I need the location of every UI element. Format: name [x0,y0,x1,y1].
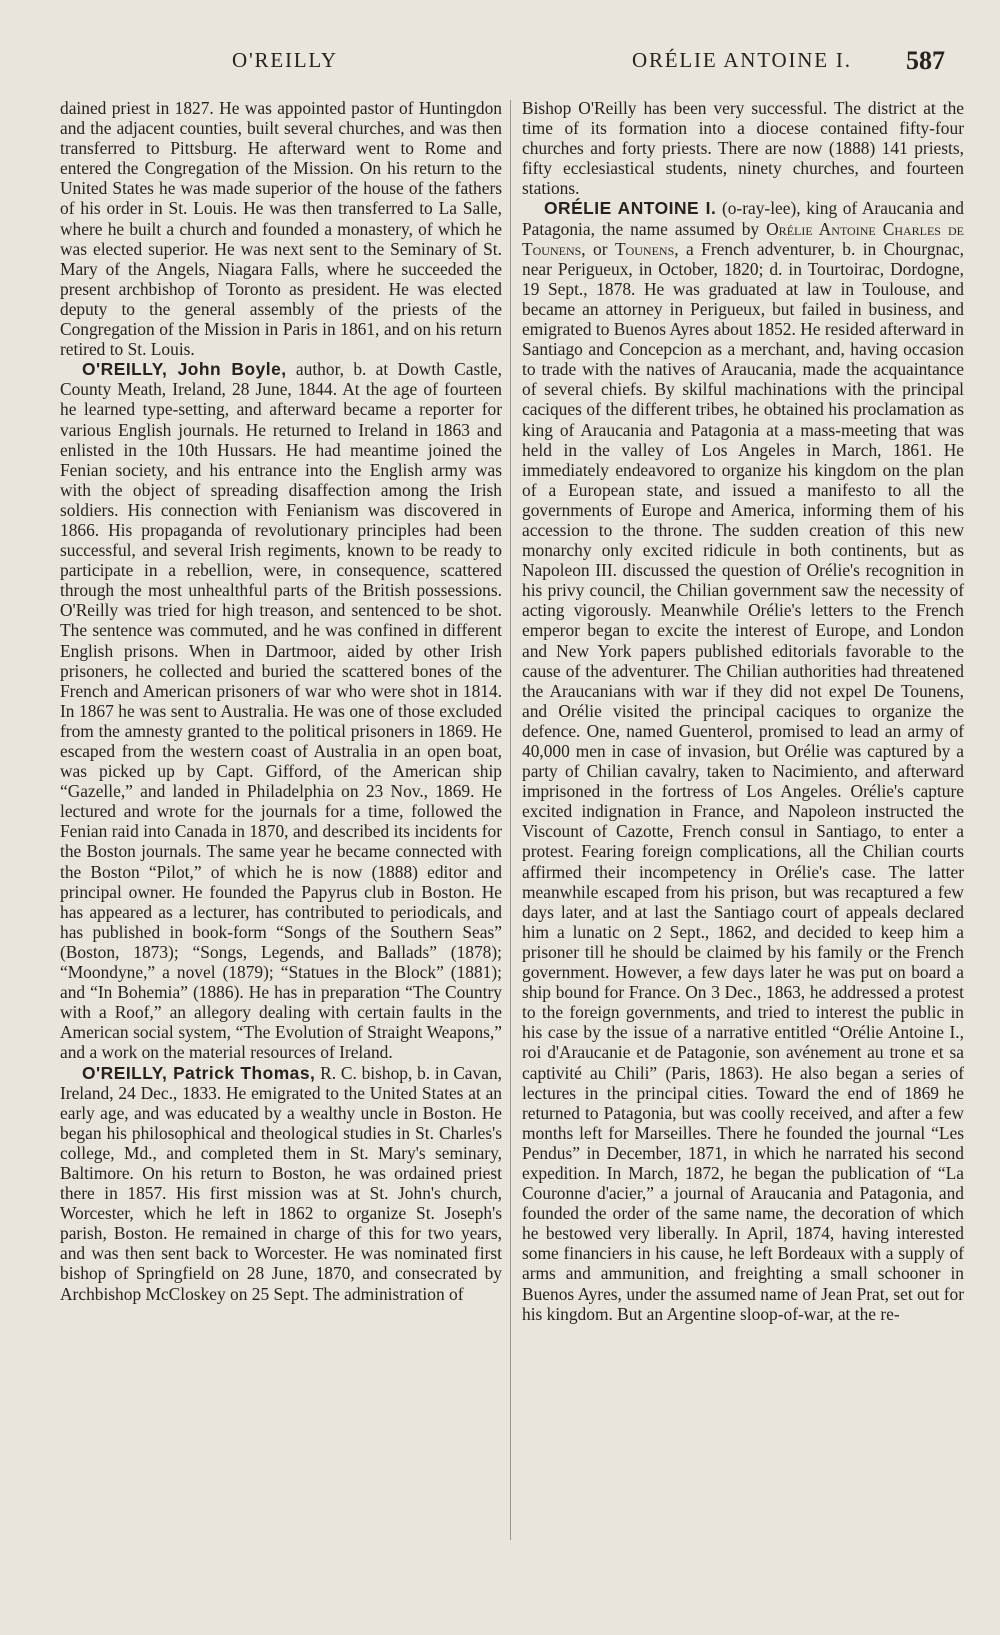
entry-alt-name: Tounens [614,238,675,259]
left-column [60,98,502,1304]
entry-body: author, b. at Dowth Castle, County Meath, Ireland, 28 June, 1844. At the age of fourteen he learned type-setting, and afterward became a reporter for various English journals. He returned to Ireland in 1863 and enlisted in the 10th Hussars. He had meantime joined the Fenian society, and his entrance into the English army was with the object of spreading disaffection among the Irish soldiers. His connection with Fenianism was discovered in 1866. His propaganda of revolutionary principles had been successful, and several Irish regiments, known to be ready to participate in a rebellion, were, in consequence, scattered through the most unhealthful parts of the British possessions. O'Reilly was tried for high treason, and sentenced to be shot. The sentence was commuted, and he was confined in different English prisons. When in Dartmoor, aided by other Irish prisoners, he collected and buried the scattered bones of the French and American prisoners of war who were shot in 1814. In 1867 he was sent to Australia. He was one of those excluded from the amnesty granted to the political prisoners in 1869. He escaped from the western coast of Australia in an open boat, was picked up by Capt. Gifford, of the American ship “Gazelle,” and landed in Philadelphia on 23 Nov., 1869. He lectured and wrote for the journals for a time, followed the Fenian raid into Canada in 1870, and described its incidents for the Boston journals. The same year he became connected with the Boston “Pilot,” of which he is now (1888) editor and principal owner. He founded the Papyrus club in Boston. He has appeared as a lecturer, has contributed to periodicals, and has published in book-form “Songs of the Southern Seas” (Boston, 1873); “Songs, Legends, and Ballads” (1878); “Moondyne,” a novel (1879); “Statues in the Block” (1881); and “In Bohemia” (1886). He has in preparation “The Country with a Roof,” an allegory dealing with certain faults in the American social system, “The Evolution of Straight Weapons,” and a work on the material resources of Ireland. [60,359,502,1063]
running-head [0,46,1000,76]
entry-body-intro: (o-ray-lee), king of Araucania and Patagonia, the name assumed by [522,198,964,239]
right-column [522,98,964,1324]
page-number: 587 [906,46,945,75]
entry-body: , a French adventurer, b. in Chourgnac, near Perigueux, in October, 1820; d. in Tourtoirac, Dordogne, 19 Sept., 1878. He was graduated at law in Toulouse, and became an attorney in Perigueux, but failed in business, and emigrated to Buenos Ayres about 1852. He resided afterward in Santiago and Concepcion as a merchant, and, having occasion to trade with the natives of Araucania, made the acquaintance of several chiefs. By skilful machinations with the principal caciques of the different tribes, he obtained his proclamation as king of Araucania and Patagonia at a mass-meeting that was held in the valley of Los Angeles in March, 1861. He immediately endeavored to organize his kingdom on the plan of a European state, and issued a manifesto to all the governments of Europe and America, informing them of his accession to the throne. The sudden creation of this new monarchy only excited ridicule in both continents, but as Napoleon III. discussed the question of Orélie's recognition in his privy council, the Chilian government saw the necessity of acting vigorously. Meanwhile Orélie's letters to the French emperor began to excite the interest of Europe, and London and New York papers published editorials favorable to the cause of the adventurer. The Chilian authorities had threatened the Araucanians with war if they did not expel De Tounens, and Orélie visited the principal caciques to organize the defence. One, named Guenterol, promised to lead an army of 40,000 men in case of invasion, but Orélie was captured by a party of Chilian cavalry, taken to Nacimiento, and afterward imprisoned in the fortress of Los Angeles. Orélie's capture excited indignation in France, and Napoleon instructed the Viscount of Cazotte, French consul in Santiago, to enter a protest. Fearing foreign complications, all the Chilian courts affirmed their incompetency in Orélie's case. The latter meanwhile escaped from his prison, but was recaptured a few days later, and at last the Santiago court of appeals declared him a lunatic on 2 Sept., 1862, and decided to keep him a prisoner till he should be claimed by his family or the French government. However, a few days later he was put on board a ship bound for France. On 3 Dec., 1863, he addressed a protest to the foreign governments, and tried to interest the public in his case by the issue of a narrative entitled “Orélie Antoine I., roi d'Araucanie et de Patagonie, son avénement au trone et sa captivité au Chili” (Paris, 1863). He also began a series of lectures in the principal cities. Toward the end of 1869 he returned to Patagonia, but was coolly received, and after a few months left for Marseilles. There he founded the journal “Les Pendus” in December, 1871, in which he narrated his second expedition. In March, 1872, he began the publication of “La Couronne d'acier,” a journal of Araucania and Patagonia, and founded the order of the same name, the decoration of which he bestowed very liberally. In April, 1874, having interested some financiers in his cause, he left Bordeaux with a supply of arms and ammunition, and freighting a small schooner in Buenos Ayres, under the assumed name of Jean Prat, set out for his kingdom. But an Argentine sloop-of-war, at the re- [522,238,965,1324]
header-right: ORÉLIE ANTOINE I. [632,48,852,72]
entry-headword: O'REILLY, Patrick Thomas, [82,1062,316,1083]
entry-body: R. C. bishop, b. in Cavan, Ireland, 24 Dec., 1833. He emigrated to the United States at an early age, and was educated by a wealthy uncle in Boston. He began his philosophical and theological studies in St. Charles's college, Md., and completed them in St. Mary's seminary, Baltimore. On his return to Boston, he was ordained priest there in 1857. His first mission was at St. John's church, Worcester, which he left in 1862 to organize St. Joseph's parish, Boston. He remained in charge of this for two years, and was then sent back to Worcester. He was nominated first bishop of Springfield on 28 June, 1870, and consecrated by Archbishop McCloskey on 25 Sept. The administration of [60,1062,502,1304]
entry-john-boyle-oreilly [60,359,502,1062]
entry-patrick-thomas-oreilly [60,1063,502,1304]
entry-full-name: Orélie Antoine Charles de Tounens [522,218,964,259]
entry-body-joiner: , or [581,238,615,259]
continued-entry-paragraph: dained priest in 1827. He was appointed pastor of Huntingdon and the adjacent counties, built several churches, and was then transferred to Pittsburg. He afterward went to Rome and entered the Congregation of the Mission. On his return to the United States he was made superior of the house of the fathers of his order in St. Louis. He was then transferred to La Salle, where he built a church and founded a monastery, of which he was elected superior. He was next sent to the Seminary of St. Mary of the Angels, Niagara Falls, where he succeeded the present archbishop of Toronto as president. He was elected deputy to the general assembly of the priests of the Congregation of the Mission in Paris in 1861, and on his return retired to St. Louis. [60,98,502,360]
entry-orelie-antoine [522,198,964,1323]
entry-headword: ORÉLIE ANTOINE I. [544,198,717,219]
header-left: O'REILLY [232,48,338,72]
continued-entry-paragraph: Bishop O'Reilly has been very successful. The district at the time of its formation into a diocese contained fifty-four churches and forty priests. There are now (1888) 141 priests, fifty ecclesiastical students, ninety churches, and fourteen stations. [522,98,964,199]
column-divider [510,100,511,1540]
entry-headword: O'REILLY, John Boyle, [82,359,287,380]
